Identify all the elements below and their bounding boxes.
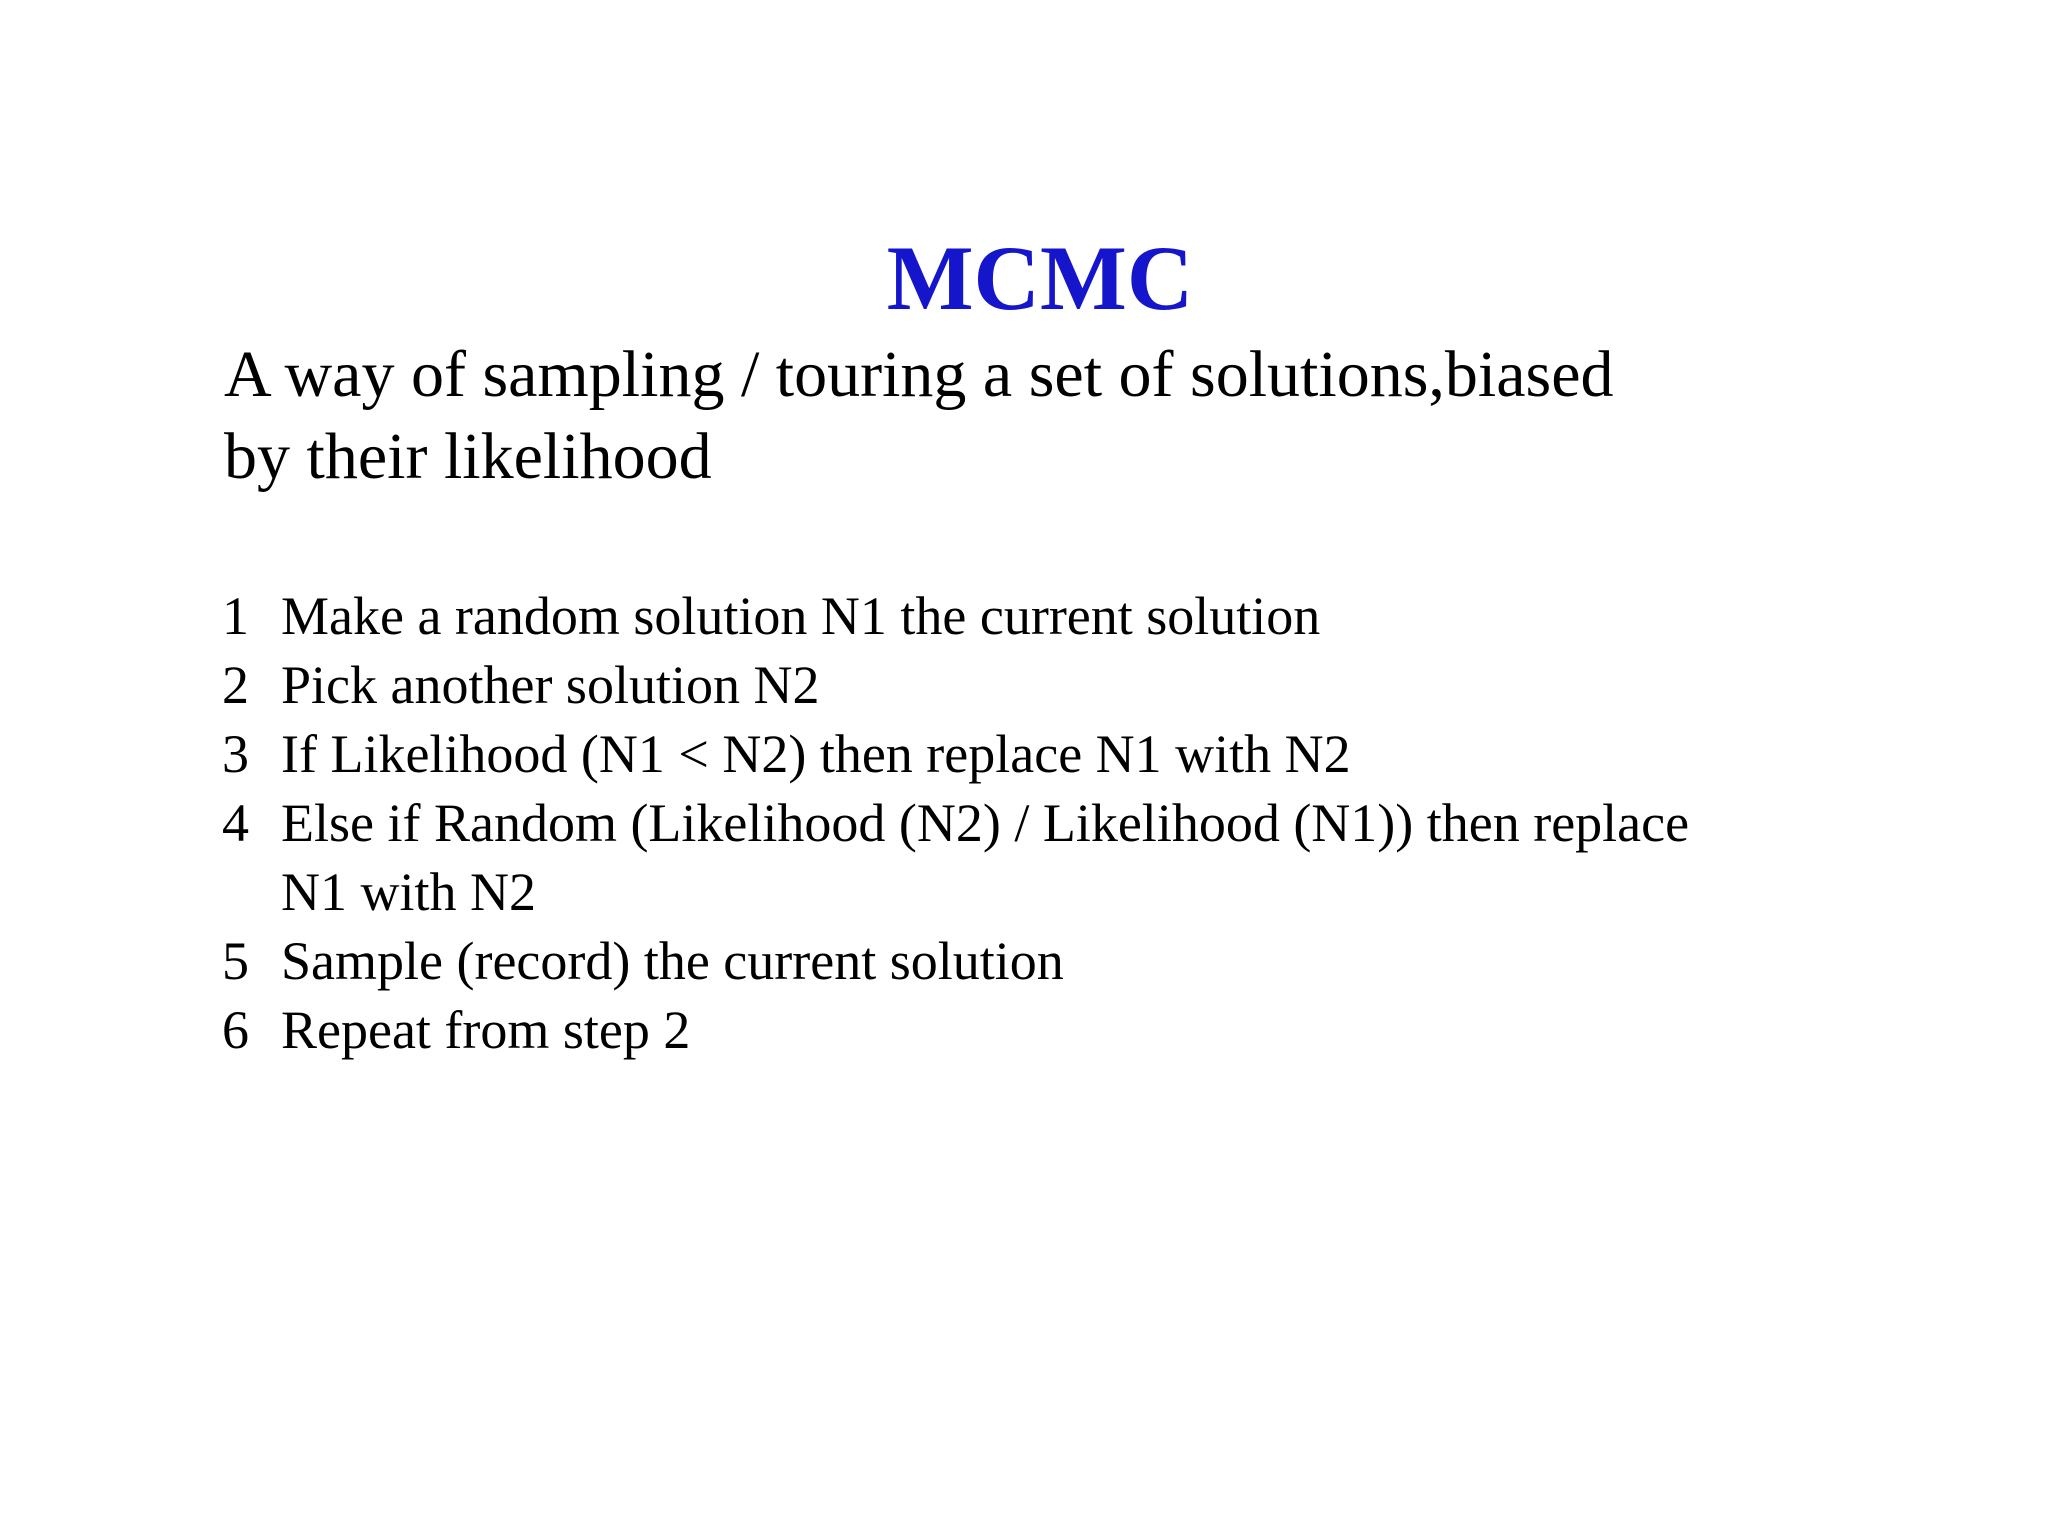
step-number: 1 bbox=[222, 586, 249, 646]
step-text bbox=[281, 789, 1862, 927]
step-item-2 bbox=[222, 651, 1862, 720]
step-item-5 bbox=[222, 927, 1862, 996]
step-text: Sample (record) the current solution bbox=[281, 931, 1064, 991]
step-text: Repeat from step 2 bbox=[281, 1000, 691, 1060]
slide-subtitle bbox=[224, 334, 1784, 498]
step-text-line-2: N1 with N2 bbox=[281, 862, 536, 922]
step-item-1 bbox=[222, 582, 1862, 651]
step-text: Pick another solution N2 bbox=[281, 655, 820, 715]
step-number: 4 bbox=[222, 793, 249, 853]
step-item-6 bbox=[222, 996, 1862, 1065]
subtitle-line-2: by their likelihood bbox=[224, 420, 712, 493]
subtitle-line-1: A way of sampling / touring a set of solutions,biased bbox=[224, 338, 1614, 411]
step-text: If Likelihood (N1 < N2) then replace N1 with N2 bbox=[281, 724, 1351, 784]
step-item-4 bbox=[222, 789, 1862, 927]
step-number: 6 bbox=[222, 1000, 249, 1060]
step-item-3 bbox=[222, 720, 1862, 789]
step-text-line-1: Else if Random (Likelihood (N2) / Likelihood (N1)) then replace bbox=[281, 793, 1690, 853]
step-number: 5 bbox=[222, 931, 249, 991]
step-number: 2 bbox=[222, 655, 249, 715]
step-text: Make a random solution N1 the current solution bbox=[281, 586, 1321, 646]
steps-list bbox=[222, 582, 1862, 1065]
slide-title: MCMC bbox=[886, 227, 1194, 329]
step-number: 3 bbox=[222, 724, 249, 784]
